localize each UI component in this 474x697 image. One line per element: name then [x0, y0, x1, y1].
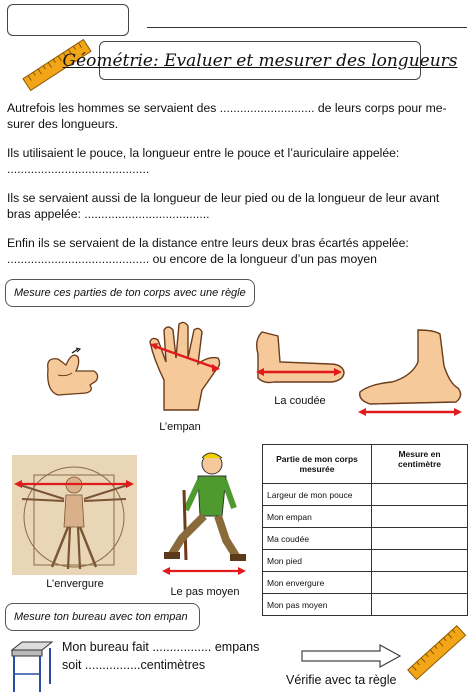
desk-icon — [8, 640, 54, 694]
table-row — [263, 484, 468, 506]
table-row-label: Largeur de mon pouce — [263, 484, 372, 506]
open-hand-illustration — [146, 318, 228, 418]
paragraph-2-line-2: .......................................... — [7, 161, 150, 176]
name-box[interactable] — [7, 4, 129, 36]
table-row-label: Mon pas moyen — [263, 594, 372, 616]
caption-pas-moyen: Le pas moyen — [170, 586, 240, 598]
table-cell-input[interactable] — [372, 528, 468, 550]
instruction-bubble-2: Mesure ton bureau avec ton empan — [5, 603, 200, 631]
bureau-line-2: soit ................centimètres — [62, 658, 206, 672]
table-row-label: Mon empan — [263, 506, 372, 528]
table-cell-input[interactable] — [372, 506, 468, 528]
paragraph-3 — [7, 191, 467, 222]
table-cell-input[interactable] — [372, 484, 468, 506]
caption-envergure: L’envergure — [46, 578, 104, 590]
paragraph-3-line-1: Ils se servaient aussi de la longueur de leur pied ou de la longueur de leur avant — [7, 191, 440, 205]
forearm-illustration — [250, 328, 350, 388]
paragraph-3-line-2: bras appelée: ..................................... — [7, 206, 210, 221]
measurement-table — [262, 444, 468, 616]
table-row — [263, 506, 468, 528]
caption-empan: L’empan — [159, 421, 201, 433]
table-row-label: Mon pied — [263, 550, 372, 572]
paragraph-2-line-1: Ils utilisaient le pouce, la longueur entre le pouce et l’auriculaire appelée: — [7, 146, 400, 160]
right-arrow-icon — [300, 643, 404, 669]
bureau-text — [62, 638, 259, 674]
name-line — [147, 27, 467, 28]
table-cell-input[interactable] — [372, 572, 468, 594]
table-row — [263, 528, 468, 550]
paragraph-4 — [7, 236, 467, 267]
table-cell-input[interactable] — [372, 594, 468, 616]
caption-coudee: La coudée — [274, 395, 326, 407]
instruction-bubble-1: Mesure ces parties de ton corps avec une règle — [5, 279, 255, 307]
foot-illustration — [352, 326, 468, 418]
table-cell-input[interactable] — [372, 550, 468, 572]
table-row-label: Ma coudée — [263, 528, 372, 550]
paragraph-4-line-1: Enfin ils se servaient de la distance entre leurs deux bras écartés appelée: — [7, 236, 409, 250]
walking-man-illustration — [160, 450, 250, 580]
thumb-illustration — [42, 345, 104, 401]
ruler-icon — [404, 620, 470, 686]
table-header-part: Partie de mon corps mesurée — [263, 445, 372, 484]
table-row-label: Mon envergure — [263, 572, 372, 594]
verify-text: Vérifie avec ta règle — [286, 673, 397, 687]
vitruvian-man-illustration — [12, 455, 137, 575]
table-row — [263, 594, 468, 616]
paragraph-1 — [7, 101, 467, 132]
paragraph-4-line-2: .......................................... ou encore de la longueur d’un pas moyen — [7, 251, 377, 266]
paragraph-1-line-2: surer des longueurs. — [7, 116, 119, 131]
table-row — [263, 550, 468, 572]
table-header-measure: Mesure en centimètre — [372, 445, 468, 484]
paragraph-1-line-1: Autrefois les hommes se servaient des ............................ de leurs corps pour me- — [7, 101, 447, 115]
paragraph-2 — [7, 146, 467, 177]
title-box — [62, 41, 458, 80]
page-title: Géométrie: Evaluer et mesurer des longueurs — [62, 50, 458, 71]
table-row — [263, 572, 468, 594]
bureau-line-1: Mon bureau fait ................. empans — [62, 640, 260, 654]
